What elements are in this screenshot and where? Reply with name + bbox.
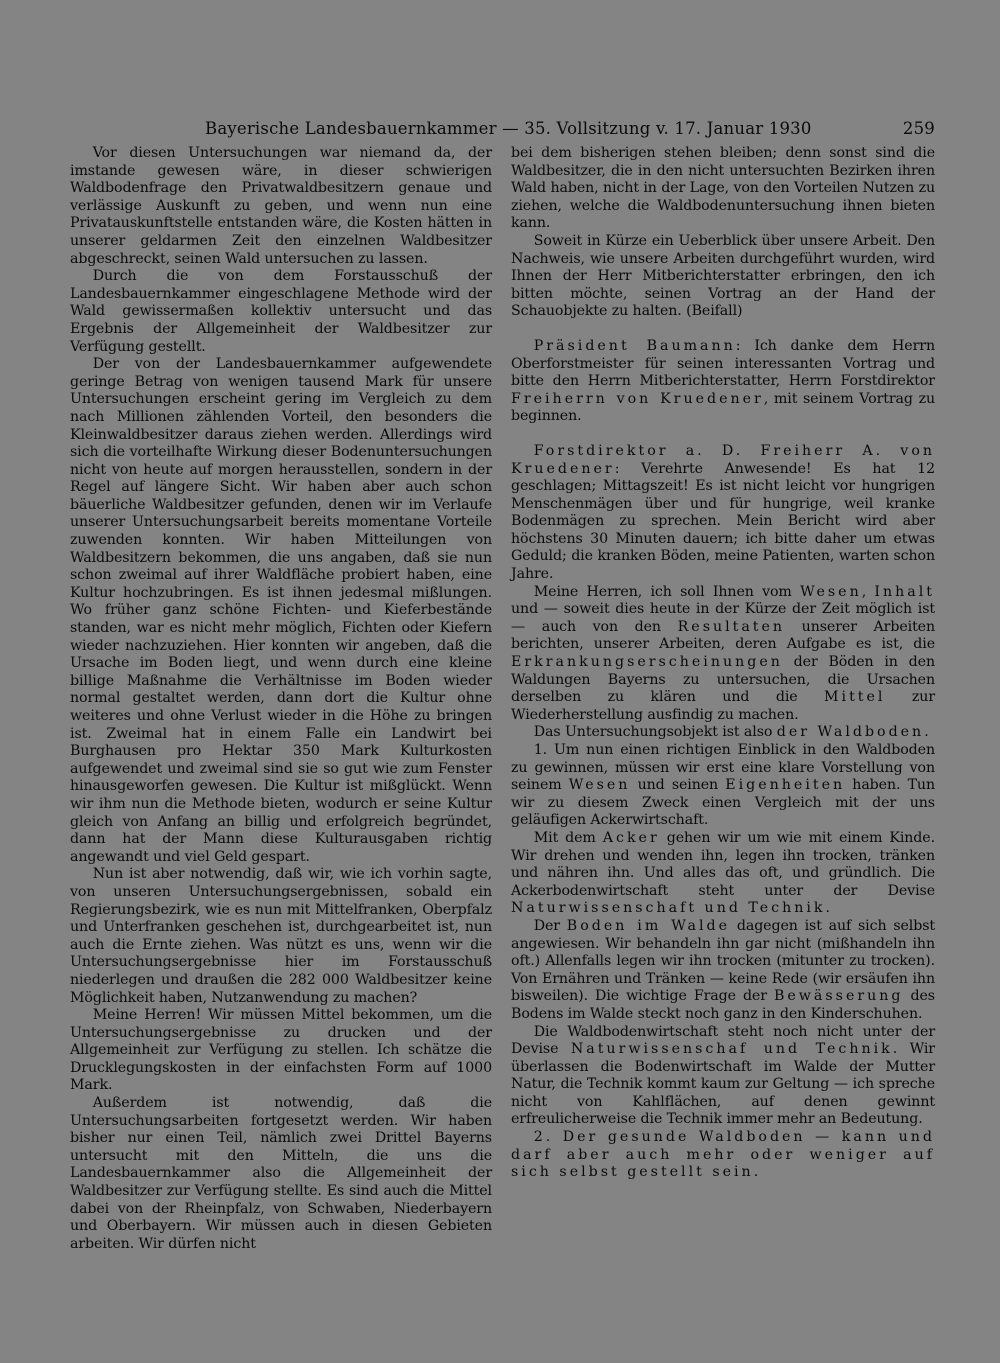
speaker-name: Präsident Baumann [533,337,736,354]
speaker-name: Forstdirektor a. D. Freiherr A. von Kruedener [511,442,935,477]
paragraph: Meine Herren, ich soll Ihnen vom Wesen, Inhalt und — soweit dies heute in der Kürze der Zeit möglich ist — auch von den Resultaten unserer Arbeiten berichten, unserer Arbeiten, deren Aufgabe es ist, die Erkrankungserscheinungen der Böden in den Waldungen Bayerns zu untersuchen, die Ursachen derselben zu klären und die Mittel zur Wiederherstellung ausfindig zu machen. [511,583,935,723]
paragraph: Die Waldbodenwirtschaft steht noch nicht unter der Devise Naturwissenschaf und Technik. Wir überlassen die Bodenwirtschaft im Walde der Mutter Natur, die Technik kommt kaum zur Geltung — ich spreche nicht von Kahlflächen, auf denen gewinnt erfreulicherweise die Technik immer mehr an Bedeutung. [511,1023,935,1128]
paragraph: Das Untersuchungsobjekt ist also der Waldboden. [533,724,929,741]
right-column [511,145,935,1182]
speech-president: Präsident Baumann: Ich danke dem Herrn Oberforstmeister für seinen interessanten Vortrag und bitte den Herrn Mitberichterstatter, Herrn Forstdirektor Freiherrn von Kruedener, mit seinem Vortrag zu beginnen. [511,337,936,425]
speech-kruedener: Forstdirektor a. D. Freiherr A. von Kruedener: Verehrte Anwesende! Es hat 12 geschlagen; Mittagszeit! Es ist nicht leicht vor hungrigen Menschenmägen über und für hungrige, weil kranke Bodenmägen zu sprechen. Mein Bericht wird aber höchstens 30 Minuten dauern; ich bitte daher um etwas Geduld; die kranken Böden, meine Patienten, warten schon Jahre. [511,442,935,583]
paragraph: Nun ist aber notwendig, daß wir, wie ich vorhin sagte, von unseren Untersuchungsergebnissen, sobald ein Regierungsbezirk, wie es nun mit Mittelfranken, Oberpfalz und Unterfranken geschehen ist, durchgearbeitet ist, nun auch die Ernte ziehen. Was nützt es uns, wenn wir die Untersuchungsergebnisse hier im Forstausschuß niederlegen und draußen die 282 000 Waldbesitzer keine Möglichkeit haben, Nutzanwendung zu machen? [70,866,492,1006]
paragraph: Durch die von dem Forstausschuß der Landesbauernkammer eingeschlagene Methode wird der Wald gewissermaßen kollektiv untersucht und das Ergebnis der Allgemeinheit der Waldbesitzer zur Verfügung gestellt. [70,268,492,355]
page-number: 259 [902,119,935,138]
paragraph: bei dem bisherigen stehen bleiben; denn sonst sind die Waldbesitzer, die in den nicht untersuchten Bezirken ihren Wald haben, nicht in der Lage, von den Vorteilen Nutzen zu ziehen, welche die Waldbodenuntersuchung ihnen bieten kann. [511,145,935,232]
paragraph: 2. Der gesunde Waldboden — kann und darf aber auch mehr oder weniger auf sich selbst gestellt sein. [511,1129,935,1181]
paragraph: Mit dem Acker gehen wir um wie mit einem Kinde. Wir drehen und wenden ihn, legen ihn trocken, tränken und nähren ihn. Und alles das oft, und gründlich. Die Ackerbodenwirtschaft steht unter der Devise Naturwissenschaft und Technik. [511,829,935,917]
spaced-name: Freiherrn von Kruedener [511,390,764,407]
paragraph: Meine Herren! Wir müssen Mittel bekommen, um die Untersuchungsergebnisse zu drucken und der Allgemeinheit zur Verfügung zu stellen. Ich schätze die Drucklegungskosten in der einfachsten Form auf 1000 Mark. [70,1007,492,1094]
paragraph: Der Boden im Walde dagegen ist auf sich selbst angewiesen. Wir behandeln ihn gar nicht (mißhandeln ihn oft.) Allenfalls legen wir ihn trocken (mitunter zu trocken). Von Ernähren und Tränken — keine Rede (wir ersäufen ihn bisweilen). Die wichtige Frage der Bewässerung des Bodens im Walde steckt noch ganz in den Kinderschuhen. [511,917,935,1022]
paragraph: Der von der Landesbauernkammer aufgewendete geringe Betrag von wenigen tausend Mark für unsere Untersuchungen erscheint gering im Vergleich zu dem nach Millionen zählenden Vorteil, den besonders die Kleinwaldbesitzer daraus ziehen werden. Allerdings wird sich die vorteilhafte Wirkung dieser Bodenuntersuchungen nicht von heute auf morgen herausstellen, sondern in der Regel auf längere Sicht. Wir haben aber auch schon bäuerliche Waldbesitzer gefunden, denen wir im Verlaufe unserer Untersuchungsarbeit bereits momentane Vorteile zuwenden konnten. Wir haben Mitteilungen von Waldbesitzern bekommen, die uns angaben, daß sie nun schon zweimal auf ihrer Waldfläche probiert haben, eine Kultur hochzubringen. Es ist ihnen jedesmal mißlungen. Wo früher ganz schöne Fichten- und Kieferbestände standen, war es nicht mehr möglich, Fichten oder Kiefern wieder nachzuziehen. Hier konnten wir angeben, daß die Ursache im Boden liegt, und wenn durch eine kleine billige Maßnahme die Verhältnisse im Boden wieder normal gestaltet werden, dann dort die Kultur ohne weiteres und ohne Verlust wieder in die Höhe zu bringen ist. Zweimal hat in einem Falle ein Landwirt bei Burghausen pro Hektar 350 Mark Kulturkosten aufgewendet und zweimal sind sie so gut wie zum Fenster hinausgeworfen gewesen. Die Kultur ist mißglückt. Wenn wir ihm nun die Methode bieten, wodurch er seine Kultur gleich von Anfang an billig und erfolgreich begründet, dann hat der Mann diese Kulturausgaben richtig angewandt und viel Geld gespart. [70,356,492,865]
paragraph: Außerdem ist notwendig, daß die Untersuchungsarbeiten fortgesetzt werden. Wir haben bisher nur einen Teil, nämlich zwei Drittel Bayerns untersucht mit den Mitteln, die uns die Landesbauernkammer also die Allgemeinheit der Waldbesitzer zur Verfügung stellte. Es sind auch die Mittel dabei von der Rheinpfalz, von Schwaben, Niederbayern und Oberbayern. Wir müssen auch in diesen Gebieten arbeiten. Wir dürfen nicht [70,1095,492,1252]
left-column [70,145,492,1253]
paragraph: Soweit in Kürze ein Ueberblick über unsere Arbeit. Den Nachweis, wie unsere Arbeiten durchgeführt wurden, wird Ihnen der Herr Mitberichterstatter erbringen, den ich bitten möchte, seinen Vortrag an der Hand der Schauobjekte zu halten. (Beifall) [511,232,935,320]
paragraph: 1. Um nun einen richtigen Einblick in den Waldboden zu gewinnen, müssen wir erst eine klare Vorstellung von seinem Wesen und seinen Eigenheiten haben. Tun wir zu diesem Zweck einen Vergleich mit der uns geläufigen Ackerwirtschaft. [511,742,936,829]
paragraph: Vor diesen Untersuchungen war niemand da, der imstande gewesen wäre, in dieser schwierigen Waldbodenfrage den Privatwaldbesitzern genaue und verlässige Auskunft zu geben, und wenn nun eine Privatauskunftstelle entstanden wäre, die Kosten hätten in unserer geldarmen Zeit den einzelnen Waldbesitzer abgeschreckt, seinen Wald untersuchen zu lassen. [70,145,492,267]
running-title: Bayerische Landesbauernkammer — 35. Vollsitzung v. 17. Januar 1930 [205,119,812,138]
